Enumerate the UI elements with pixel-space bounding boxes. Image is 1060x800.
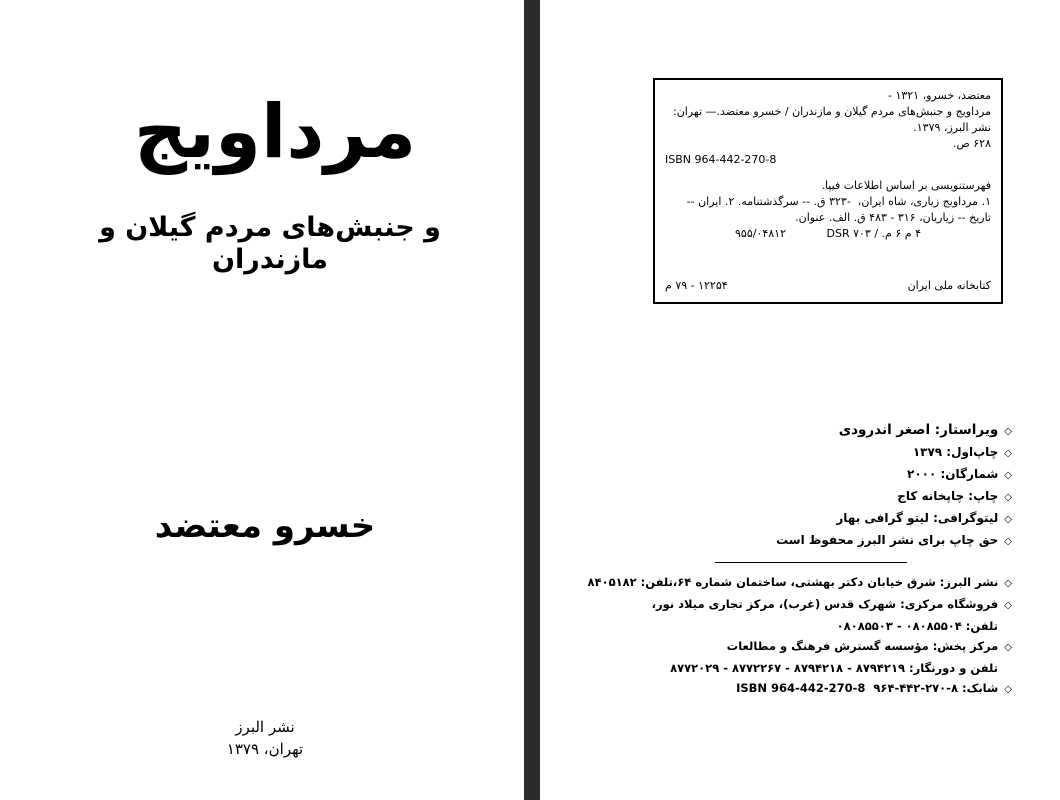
catalog-title-line: مرداویج و جنبش‌های مردم گیلان و مازندران / خسرو معتضد.— تهران: <box>673 105 991 118</box>
credit-edition: ◇چاپ‌اول: ۱۳۷۹ <box>912 445 1012 459</box>
credit-copyright: ◇حق چاپ برای نشر البرز محفوظ است <box>776 533 1012 547</box>
book-author: خسرو معتضد <box>154 506 376 546</box>
contact-distribution-phone: تلفن و دورنگار: ۸۷۹۴۲۱۹ - ۸۷۹۴۲۱۸ - ۸۷۷۲۲۶۷ - ۸۷۷۲۰۲۹ <box>670 661 998 675</box>
catalog-publisher-line: نشر البرز، ۱۳۷۹. <box>913 121 991 134</box>
catalog-library-number: ۱۲۲۵۴ - ۷۹ م <box>665 279 728 292</box>
catalog-class-number: ۴ م ۶ م. / DSR ۷۰۳ <box>826 227 921 240</box>
catalog-pages-line: ۶۲۸ ص. <box>952 137 991 150</box>
publisher-city-year: تهران، ۱۳۷۹ <box>226 740 304 758</box>
book-subtitle: و جنبش‌های مردم گیلان و مازندران <box>99 212 441 276</box>
credit-print-run: ◇شمارگان: ۲۰۰۰ <box>907 467 1012 481</box>
diamond-bullet-icon: ◇ <box>1004 492 1012 503</box>
catalog-fipa-note: فهرستنویسی بر اساس اطلاعات فیپا. <box>821 179 991 192</box>
divider <box>715 562 907 563</box>
catalog-author-line: معتضد، خسرو، ۱۳۲۱ - <box>887 89 991 102</box>
diamond-bullet-icon: ◇ <box>1004 684 1012 695</box>
book-gutter <box>524 0 540 800</box>
diamond-bullet-icon: ◇ <box>1004 470 1012 481</box>
credit-lithography: ◇لیتوگرافی: لیتو گرافی بهار <box>836 511 1012 525</box>
diamond-bullet-icon: ◇ <box>1004 426 1012 437</box>
catalog-library-name: کتابخانه ملی ایران <box>907 279 991 292</box>
catalog-isbn: ISBN 964-442-270-8 <box>665 153 777 166</box>
publisher-block <box>200 716 330 760</box>
contact-distribution: ◇مرکز پخش: مؤسسه گسترش فرهنگ و مطالعات <box>726 639 1012 653</box>
diamond-bullet-icon: ◇ <box>1004 514 1012 525</box>
contact-store-phone: تلفن: ۰۸۰۸۵۵۰۴ - ۰۸۰۸۵۵۰۳ <box>836 619 998 633</box>
contact-isbn: ◇شابک: ۸-۲۷۰-۴۴۲-۹۶۴ ISBN 964-442-270-8 <box>736 681 1012 695</box>
diamond-bullet-icon: ◇ <box>1004 536 1012 547</box>
diamond-bullet-icon: ◇ <box>1004 642 1012 653</box>
contact-address: ◇نشر البرز: شرق خیابان دکتر بهشتی، ساختمان شماره ۶۴،تلفن: ۸۴۰۵۱۸۲ <box>587 575 1012 589</box>
diamond-bullet-icon: ◇ <box>1004 600 1012 611</box>
credits-list <box>580 420 1012 552</box>
right-page <box>540 0 1060 800</box>
contact-list <box>560 572 1012 700</box>
catalog-subject-line: ۱. مرداویج زیاری، شاه ایران، ‍ ‍-۳۲۳ ق. -- سرگذشتنامه. ۲. ایران -- <box>686 195 991 208</box>
catalog-library-row <box>665 278 991 294</box>
catalog-classification <box>665 226 991 242</box>
contact-store: ◇فروشگاه مرکزی: شهرک قدس (غرب)، مرکز تجاری میلاد نور، <box>651 597 1012 611</box>
catalog-subject-line-2: تاریخ -- زیاریان، ۳۱۶ - ۴۸۳ ق. الف. عنوان. <box>795 211 991 224</box>
credit-editor: ◇ویراستار: اصغر اندرودی <box>838 422 1012 438</box>
diamond-bullet-icon: ◇ <box>1004 448 1012 459</box>
catalog-card <box>653 78 1003 304</box>
left-page <box>0 0 524 800</box>
catalog-dewey-number: ۹۵۵/۰۴۸۱۲ <box>735 227 786 240</box>
diamond-bullet-icon: ◇ <box>1004 578 1012 589</box>
credit-printer: ◇چاپ: چاپخانه کاج <box>897 489 1012 503</box>
publisher-name: نشر البرز <box>235 718 295 736</box>
book-title: مرداویج <box>133 89 417 175</box>
